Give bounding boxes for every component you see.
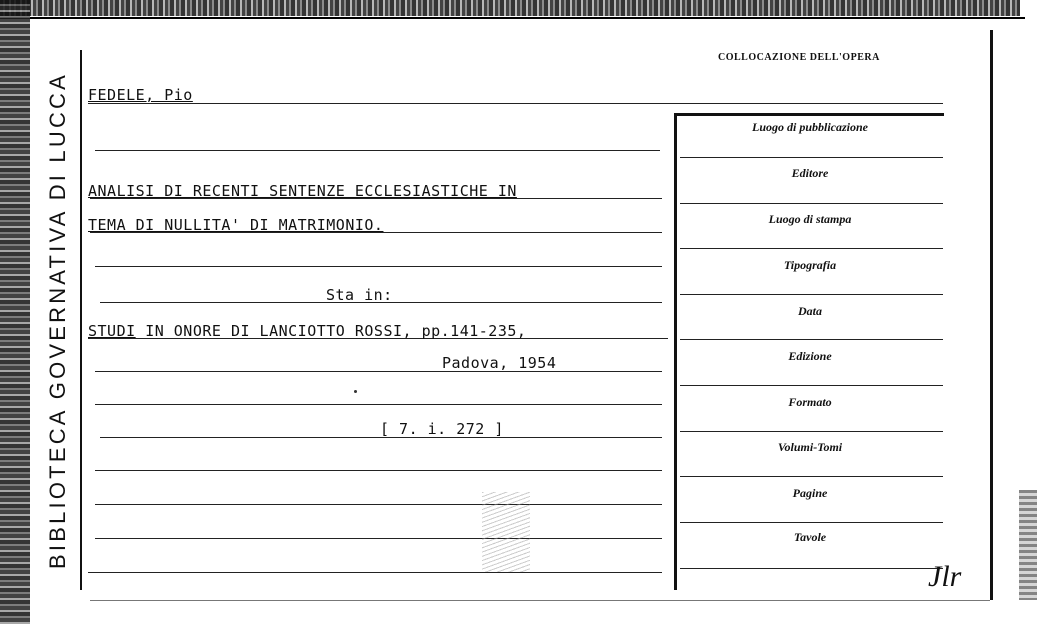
title-line-1: ANALISI DI RECENTI SENTENZE ECCLESIASTICHE IN [88,182,517,200]
field-pagine: Pagine [792,486,828,500]
library-name-vertical [34,48,82,593]
card-left-border [80,50,82,590]
host-volume-rest: IN ONORE DI LANCIOTTO ROSSI, pp.141-235, [145,322,527,340]
field-line [680,568,943,569]
field-edizione: Edizione [788,349,832,363]
field-line [680,203,943,204]
title-line-2: TEMA DI NULLITA' DI MATRIMONIO. [88,216,384,234]
scan-noise-right [1019,490,1037,600]
field-tipografia: Tipografia [783,258,837,272]
field-data: Data [798,304,822,318]
field-volumi-tomi: Volumi-Tomi [777,440,843,454]
field-line [680,157,943,158]
fields-column-border [674,115,677,590]
author-name: FEDELE, Pio [88,86,193,104]
place-year: Padova, 1954 [442,354,557,372]
card-top-edge [0,17,1025,19]
host-volume [88,322,526,340]
field-editore: Editore [791,166,829,180]
fields-column-top [674,113,944,116]
field-formato: Formato [788,395,832,409]
scan-noise-left [0,0,30,624]
field-line [680,476,943,477]
studi-prefix: STUDI [88,322,136,340]
field-line [680,339,943,340]
card-bottom-border [90,600,990,601]
field-line [680,248,943,249]
field-line [680,294,943,295]
field-tavole: Tavole [793,530,827,544]
rule-line [95,150,660,151]
field-luogo-pubblicazione: Luogo di pubblicazione [751,120,868,134]
rule-line [95,504,662,505]
rule-line [95,371,662,372]
rule-line [95,404,662,405]
field-luogo-stampa: Luogo di stampa [768,212,852,226]
field-line [680,522,943,523]
sta-in-label: Sta in: [326,286,393,304]
rule-line [95,266,662,267]
rule-line [95,538,662,539]
field-line [680,431,943,432]
rule-line [95,470,662,471]
card-right-border [990,30,993,600]
rule-line [88,572,662,573]
handwritten-initials: Jlr [928,560,962,593]
shelfmark: [ 7. i. 272 ] [380,420,504,438]
rule-line [88,103,943,104]
ink-dot [354,390,357,393]
library-name-text: BIBLIOTECA GOVERNATIVA DI LUCCA [45,72,70,569]
scan-noise-top [0,0,1020,16]
collocazione-header: COLLOCAZIONE DELL'OPERA [718,52,880,63]
field-line [680,385,943,386]
scan-smudge [482,492,530,572]
